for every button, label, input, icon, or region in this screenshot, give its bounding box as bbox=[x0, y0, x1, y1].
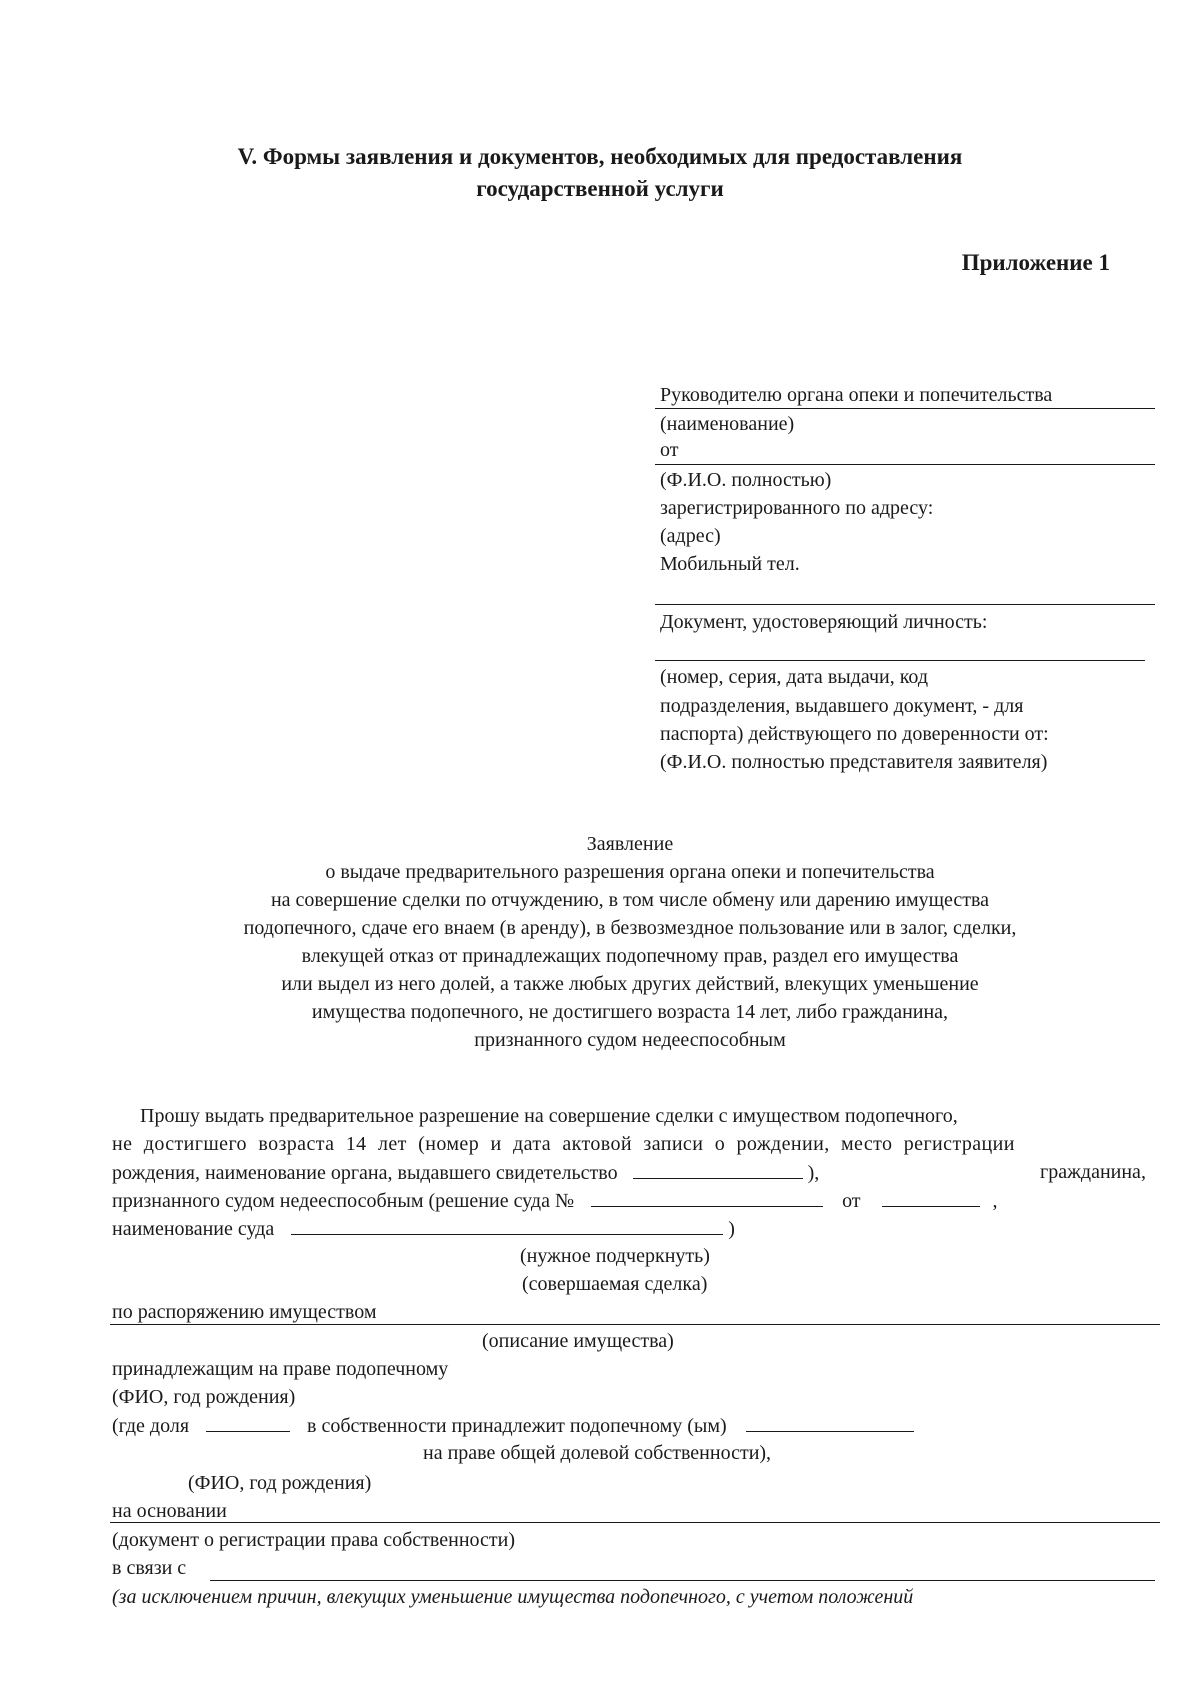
exception-note: (за исключением причин, влекущих уменьшение имущества подопечного, с учетом положений bbox=[112, 1586, 914, 1608]
request-line-3-text: рождения, наименование органа, выдавшего свидетельство bbox=[112, 1162, 618, 1184]
id-doc-text: Документ, удостоверяющий личность: bbox=[660, 611, 988, 633]
ownership-text: в собственности принадлежит подопечному (ым) bbox=[307, 1415, 727, 1437]
citizen-text: гражданина, bbox=[1040, 1161, 1146, 1183]
court-decision-date-field[interactable] bbox=[882, 1186, 980, 1207]
property-hint: (описание имущества) bbox=[482, 1330, 674, 1352]
application-line: или выдел из него долей, а также любых других действий, влекущих уменьшение bbox=[281, 973, 979, 995]
due-to-line[interactable] bbox=[210, 1580, 1155, 1581]
fio-hint: (Ф.И.О. полностью) bbox=[660, 469, 832, 491]
court-name-close: ) bbox=[728, 1218, 735, 1240]
from-text: от bbox=[842, 1190, 861, 1212]
appendix-label: Приложение 1 bbox=[961, 250, 1110, 275]
registered-text: зарегистрированного по адресу: bbox=[660, 497, 934, 519]
request-line-4 bbox=[112, 1186, 998, 1215]
disposal-line[interactable] bbox=[110, 1324, 1160, 1325]
application-line: о выдаче предварительного разрешения органа опеки и попечительства bbox=[325, 861, 935, 883]
id-hint-3: паспорта) действующего по доверенности от: bbox=[660, 723, 1049, 745]
recipient-text: Руководителю органа опеки и попечительства bbox=[660, 384, 1053, 406]
mobile-line bbox=[655, 604, 1155, 605]
fio-year-hint-2: (ФИО, год рождения) bbox=[188, 1472, 372, 1494]
certificate-issuer-field[interactable] bbox=[633, 1158, 803, 1179]
application-line: признанного судом недееспособным bbox=[474, 1029, 786, 1051]
recipient-line bbox=[655, 408, 1155, 409]
representative-hint: (Ф.И.О. полностью представителя заявителя) bbox=[660, 751, 1048, 773]
address-hint: (адрес) bbox=[660, 525, 721, 547]
request-line-5 bbox=[112, 1214, 735, 1243]
court-name-field[interactable] bbox=[291, 1214, 723, 1235]
share-field[interactable] bbox=[206, 1411, 290, 1432]
basis-line[interactable] bbox=[110, 1522, 1160, 1523]
application-line: влекущей отказ от принадлежащих подопечному прав, раздел его имущества bbox=[301, 945, 959, 967]
id-doc-line bbox=[655, 660, 1145, 661]
from-label: от bbox=[660, 439, 679, 461]
recipient-hint: (наименование) bbox=[660, 413, 795, 435]
deal-hint: (совершаемая сделка) bbox=[522, 1273, 708, 1295]
application-line: имущества подопечного, не достигшего возраста 14 лет, либо гражданина, bbox=[311, 1001, 949, 1023]
registration-doc-hint: (документ о регистрации права собственности) bbox=[112, 1529, 516, 1551]
id-hint-2: подразделения, выдавшего документ, - для bbox=[660, 695, 1024, 717]
application-heading: Заявление bbox=[586, 833, 674, 855]
request-line-2: не достигшего возраста 14 лет (номер и дата актовой записи о рождении, место регистрации bbox=[112, 1133, 1015, 1155]
request-line-3 bbox=[112, 1158, 819, 1187]
request-line-3-close: ), bbox=[807, 1162, 820, 1184]
belonging-text: принадлежащим на праве подопечному bbox=[112, 1358, 449, 1380]
section-title-line-2: государственной услуги bbox=[476, 176, 724, 201]
application-line: на совершение сделки по отчуждению, в том числе обмену или дарению имущества bbox=[270, 889, 990, 911]
court-decision-number-field[interactable] bbox=[591, 1186, 823, 1207]
share-line bbox=[112, 1411, 914, 1440]
fio-year-hint-1: (ФИО, год рождения) bbox=[112, 1386, 296, 1408]
court-name-label: наименование суда bbox=[112, 1218, 275, 1240]
disposal-text: по распоряжению имуществом bbox=[112, 1301, 377, 1323]
application-line: подопечного, сдаче его внаем (в аренду), в безвозмездное пользование или в залог, сделки, bbox=[243, 917, 1017, 939]
due-to-text: в связи с bbox=[112, 1557, 187, 1579]
ward-field[interactable] bbox=[746, 1411, 914, 1432]
comma-text: , bbox=[992, 1190, 998, 1212]
section-title-line-1: V. Формы заявления и документов, необходимых для предоставления bbox=[237, 144, 963, 169]
share-label: (где доля bbox=[112, 1415, 190, 1437]
basis-text: на основании bbox=[112, 1500, 227, 1522]
shared-ownership-text: на праве общей долевой собственности), bbox=[423, 1442, 772, 1464]
fio-line bbox=[655, 464, 1155, 465]
mobile-text: Мобильный тел. bbox=[660, 553, 800, 575]
underline-hint: (нужное подчеркнуть) bbox=[520, 1245, 710, 1267]
request-line-1: Прошу выдать предварительное разрешение на совершение сделки с имуществом подопечного, bbox=[140, 1105, 958, 1127]
court-decision-text: признанного судом недееспособным (решение суда № bbox=[112, 1190, 575, 1212]
id-hint-1: (номер, серия, дата выдачи, код bbox=[660, 666, 929, 688]
